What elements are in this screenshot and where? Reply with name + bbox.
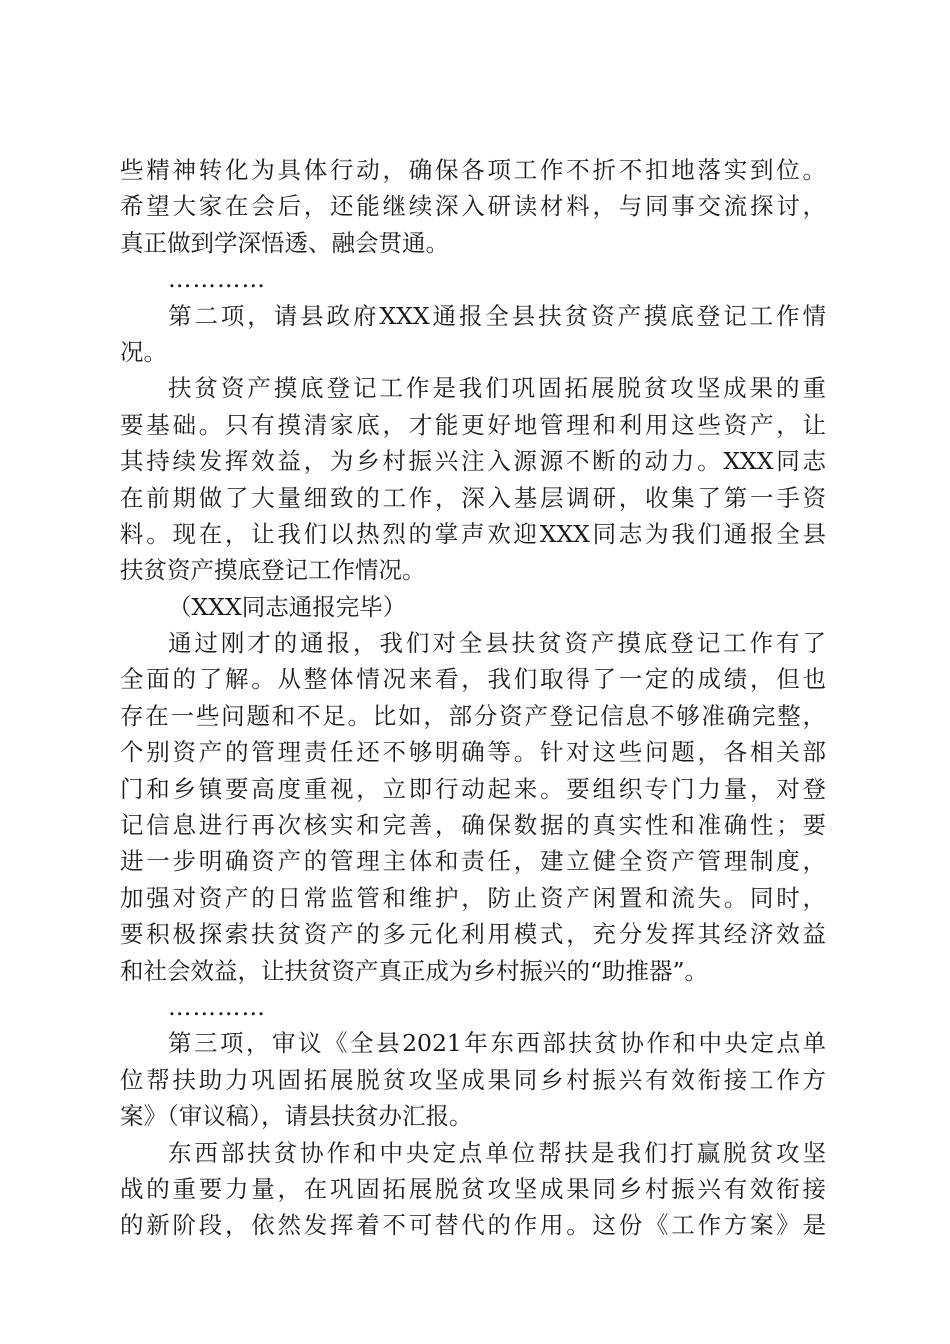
text-line: 第三项，审议《全县2021年东西部扶贫协作和中央定点单 xyxy=(168,1029,826,1058)
text-line: 在前期做了大量细致的工作，深入基层调研，收集了第一手资 xyxy=(120,483,826,512)
text-line: 扶贫资产摸底登记工作是我们巩固拓展脱贫攻坚成果的重 xyxy=(168,374,826,403)
text-line: ………… xyxy=(168,265,266,294)
text-line: 些精神转化为具体行动，确保各项工作不折不扣地落实到位。 xyxy=(120,156,826,184)
text-line: 加强对资产的日常监管和维护，防止资产闲置和流失。同时， xyxy=(120,883,826,912)
text-line: 东西部扶贫协作和中央定点单位帮扶是我们打赢脱贫攻坚 xyxy=(168,1138,826,1167)
text-line: （XXX同志通报完毕） xyxy=(168,592,407,621)
text-line: 位帮扶助力巩固拓展脱贫攻坚成果同乡村振兴有效衔接工作方 xyxy=(120,1065,826,1094)
text-line: 扶贫资产摸底登记工作情况。 xyxy=(120,556,426,585)
text-line: 门和乡镇要高度重视，立即行动起来。要组织专门力量，对登 xyxy=(120,774,826,803)
text-line: 全面的了解。从整体情况来看，我们取得了一定的成绩，但也 xyxy=(120,665,826,694)
text-line: 和社会效益，让扶贫资产真正成为乡村振兴的“助推器”。 xyxy=(120,956,709,985)
text-line: 通过刚才的通报，我们对全县扶贫资产摸底登记工作有了 xyxy=(168,629,826,658)
text-line: 存在一些问题和不足。比如，部分资产登记信息不够准确完整， xyxy=(120,701,826,730)
document-body xyxy=(120,152,826,1244)
text-line: 真正做到学深悟透、融会贯通。 xyxy=(120,228,449,257)
text-line: 个别资产的管理责任还不够明确等。针对这些问题，各相关部 xyxy=(120,738,826,767)
text-line: 料。现在，让我们以热烈的掌声欢迎XXX同志为我们通报全县 xyxy=(120,519,826,548)
text-line: ………… xyxy=(168,992,266,1021)
text-line: 其持续发挥效益，为乡村振兴注入源源不断的动力。XXX同志 xyxy=(120,447,826,476)
text-line: 要基础。只有摸清家底，才能更好地管理和利用这些资产，让 xyxy=(120,410,826,439)
text-line: 希望大家在会后，还能继续深入研读材料，与同事交流探讨， xyxy=(120,192,826,221)
text-line: 况。 xyxy=(120,337,167,366)
text-line: 记信息进行再次核实和完善，确保数据的真实性和准确性；要 xyxy=(120,811,826,840)
text-line: 的新阶段，依然发挥着不可替代的作用。这份《工作方案》是 xyxy=(120,1211,826,1240)
text-line: 战的重要力量，在巩固拓展脱贫攻坚成果同乡村振兴有效衔接 xyxy=(120,1174,826,1203)
text-line: 进一步明确资产的管理主体和责任，建立健全资产管理制度， xyxy=(120,847,826,876)
text-line: 案》（审议稿），请县扶贫办汇报。 xyxy=(120,1102,473,1131)
text-line: 要积极探索扶贫资产的多元化利用模式，充分发挥其经济效益 xyxy=(120,920,826,949)
text-line: 第二项，请县政府XXX通报全县扶贫资产摸底登记工作情 xyxy=(168,301,826,330)
